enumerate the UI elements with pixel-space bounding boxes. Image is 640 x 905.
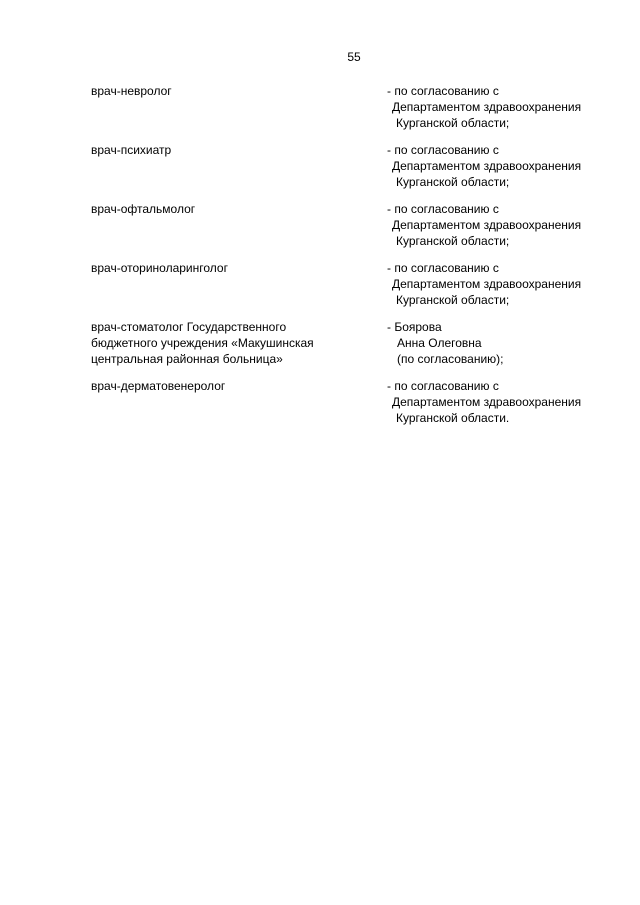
approval-note bbox=[387, 260, 617, 308]
position-line: врач-психиатр bbox=[91, 143, 172, 157]
approval-line: Департаментом здравоохранения bbox=[392, 218, 582, 232]
approval-line: Анна Олеговна bbox=[397, 336, 482, 350]
approval-line: - Боярова bbox=[387, 320, 442, 334]
position-line: врач-невролог bbox=[91, 84, 172, 98]
approval-line: (по согласованию); bbox=[397, 352, 504, 366]
position-title bbox=[91, 83, 371, 99]
position-title bbox=[91, 201, 371, 217]
approval-line: Департаментом здравоохранения bbox=[392, 395, 582, 409]
approval-line: Курганской области. bbox=[396, 411, 510, 425]
position-title bbox=[91, 142, 371, 158]
position-line: врач-стоматолог Государственного bbox=[91, 320, 287, 334]
position-line: центральная районная больница» bbox=[91, 352, 283, 366]
approval-note bbox=[387, 142, 617, 190]
approval-line: - по согласованию с bbox=[387, 143, 499, 157]
approval-note bbox=[387, 319, 617, 367]
position-title bbox=[91, 378, 371, 394]
specialists-list bbox=[91, 83, 621, 437]
position-line: врач-офтальмолог bbox=[91, 202, 196, 216]
approval-line: Курганской области; bbox=[396, 234, 510, 248]
position-line: бюджетного учреждения «Макушинская bbox=[91, 336, 314, 350]
approval-line: - по согласованию с bbox=[387, 84, 499, 98]
list-item bbox=[91, 201, 621, 260]
approval-note bbox=[387, 83, 617, 131]
approval-line: - по согласованию с bbox=[387, 379, 499, 393]
approval-line: Департаментом здравоохранения bbox=[392, 277, 582, 291]
list-item bbox=[91, 260, 621, 319]
approval-line: Департаментом здравоохранения bbox=[392, 100, 582, 114]
list-item bbox=[91, 319, 621, 378]
approval-note bbox=[387, 378, 617, 426]
approval-line: - по согласованию с bbox=[387, 261, 499, 275]
approval-line: Курганской области; bbox=[396, 116, 510, 130]
position-line: врач-дерматовенеролог bbox=[91, 379, 226, 393]
approval-line: Курганской области; bbox=[396, 175, 510, 189]
position-title bbox=[91, 260, 371, 276]
position-line: врач-оториноларинголог bbox=[91, 261, 228, 275]
approval-line: - по согласованию с bbox=[387, 202, 499, 216]
list-item bbox=[91, 142, 621, 201]
list-item bbox=[91, 83, 621, 142]
position-title bbox=[91, 319, 371, 367]
approval-note bbox=[387, 201, 617, 249]
page-number: 55 bbox=[347, 50, 361, 64]
approval-line: Департаментом здравоохранения bbox=[392, 159, 582, 173]
list-item bbox=[91, 378, 621, 437]
approval-line: Курганской области; bbox=[396, 293, 510, 307]
